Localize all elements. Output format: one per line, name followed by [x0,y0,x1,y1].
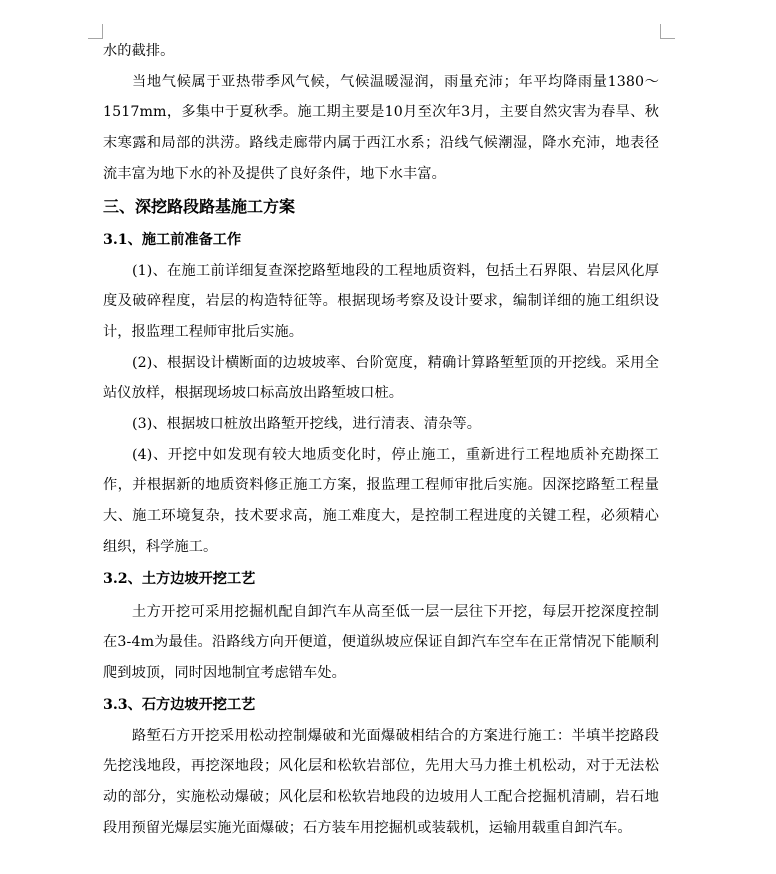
paragraph-climate: 当地气候属于亚热带季风气候，气候温暖湿润，雨量充沛；年平均降雨量1380～1517mm，多集中于夏秋季。施工期主要是10月至次年3月，主要自然灾害为春旱、秋末寒露和局部的洪涝。路线走廊带内属于西江水系；沿线气候潮湿，降水充沛，地表径流丰富为地下水的补及提供了良好条件，地下水丰富。 [103,73,659,182]
paragraph-rock-excavation: 路堑石方开挖采用松动控制爆破和光面爆破相结合的方案进行施工：半填半挖路段先挖浅地段，再挖深地段；风化层和松软岩部位，先用大马力推土机松动，对于无法松动的部分，实施松动爆破；风化层和松软岩地段的边坡用人工配合挖掘机清刷，岩石地段用预留光爆层实施光面爆破；石方装车用挖掘机或装载机，运输用载重自卸汽车。 [103,727,659,836]
subsection-heading-3-3: 3.3、石方边坡开挖工艺 [103,696,256,713]
margin-corner-mark-right [660,24,675,39]
list-item-1: (1)、在施工前详细复查深挖路堑地段的工程地质资料，包括土石界限、岩层风化厚度及破碎程度，岩层的构造特征等。根据现场考察及设计要求，编制详细的施工组织设计，报监理工程师审批后实施。 [103,262,659,340]
section-heading-3: 三、深挖路段路基施工方案 [103,196,296,216]
document-body [103,36,659,843]
paragraph-earth-excavation: 土方开挖可采用挖掘机配自卸汽车从高至低一层一层往下开挖，每层开挖深度控制在3-4m为最佳。沿路线方向开便道，便道纵坡应保证自卸汽车空车在正常情况下能顺利爬到坡顶，同时因地制宜考虑错车处。 [103,603,659,681]
list-item-4: (4)、开挖中如发现有较大地质变化时，停止施工，重新进行工程地质补充勘探工作，并根据新的地质资料修正施工方案，报监理工程师审批后实施。因深挖路堑工程量大、施工环境复杂，技术要求高，施工难度大，是控制工程进度的关键工程，必须精心组织，科学施工。 [103,446,659,555]
list-item-3: (3)、根据坡口桩放出路堑开挖线，进行清表、清杂等。 [132,416,482,433]
margin-corner-mark-left [88,24,103,39]
subsection-heading-3-2: 3.2、土方边坡开挖工艺 [103,570,256,587]
list-item-2: (2)、根据设计横断面的边坡坡率、台阶宽度，精确计算路堑堑顶的开挖线。采用全站仪放样，根据现场坡口标高放出路堑坡口桩。 [103,354,659,402]
paragraph-continued: 水的截排。 [103,43,175,59]
subsection-heading-3-1: 3.1、施工前准备工作 [103,231,242,248]
